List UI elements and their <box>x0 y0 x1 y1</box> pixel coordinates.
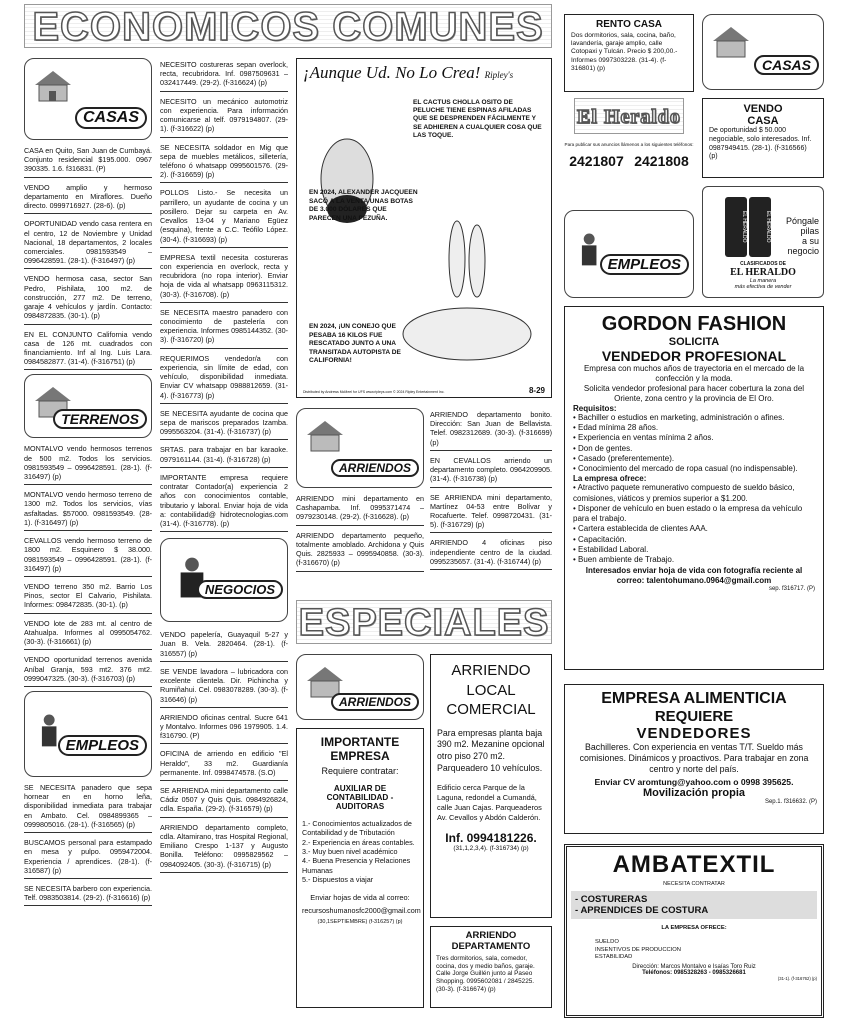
list-item: • Casado (preferentemente). <box>573 453 675 463</box>
heraldo-phone-2: 2421808 <box>634 153 689 169</box>
ambatextil-position-2: - APRENDICES DE COSTURA <box>575 905 709 916</box>
local-title: ARRIENDO LOCAL COMERCIAL <box>446 662 536 718</box>
importante-title: IMPORTANTE <box>320 735 400 749</box>
list-item: 3.- Muy buen nivel académico <box>302 847 398 857</box>
list-item: 1.- Conocimientos actualizados de Contabilidad y de Tributación <box>302 819 412 838</box>
casas-label: CASAS <box>754 55 819 75</box>
alimenticia-title: EMPRESA ALIMENTICIA <box>601 690 787 707</box>
classified-ad: EN EL CONJUNTO California vendo casa de 126 mt. cuadrados con financiamiento. Inf al Ing. Luis Lara. 0984582877. (31-4). (f-316751) (p) <box>24 328 152 371</box>
arriendos-label: ARRIENDOS <box>331 459 419 477</box>
gordon-position: VENDEDOR PROFESIONAL <box>601 348 787 364</box>
arriendos-header <box>296 408 424 488</box>
ambatextil-ad <box>564 844 824 1018</box>
gordon-intro2: Solicita vendedor profesional para hacer cobertura la zona del Oriente, zona centro y la provincia de El Oro. <box>583 384 805 403</box>
battery-icon: EL HERALDO <box>749 197 771 257</box>
ambatextil-positions <box>571 891 817 919</box>
classified-ad: VENDO oportunidad terrenos avenida Aníbal Granja, 593 mt2. 376 mt2. 0999047325. (30-3). (f-316703) (p) <box>24 653 152 687</box>
gordon-req-head: Requisitos: <box>573 404 617 413</box>
rabbit-drawing <box>397 219 547 369</box>
column-4 <box>430 408 552 588</box>
list-item: • Disponer de vehículo en buen estado o la empresa da vehículo para el trabajo. <box>573 503 803 524</box>
list-item: • Estabilidad Laboral. <box>573 544 649 554</box>
importante-ad <box>296 728 424 1008</box>
classified-ad: OFICINA de arriendo en edificio "El Heraldo", 33 m2. Guardianía permanente. Inf. 0998474578. (S.O) <box>160 747 288 781</box>
importante-send: Enviar hojas de vida al correo: <box>310 892 410 902</box>
local-desc: Para empresas planta baja 390 m2. Mezanine opcional otro piso 270 m2. Parqueadero 10 vehículos. <box>437 727 545 774</box>
classified-ad: SRTAS. para trabajar en bar karaoke. 0979161144. (31-4). (f-316728) (p) <box>160 443 288 467</box>
alimenticia-mov: Movilización propia <box>642 786 746 799</box>
column-1 <box>24 58 152 1018</box>
ambatextil-offer-list: SUELDO INSENTIVOS DE PRODUCCION ESTABILIDAD <box>595 939 681 961</box>
classified-ad: SE NECESITA panadero que sepa hornear en en horno leña, disponibilidad inmediata para trabajar en Ambato. Cel. 0984899365 – 0999805016. (28-1). (f-316565) (p) <box>24 781 152 833</box>
casas-label: CASAS <box>75 107 147 129</box>
classified-ad: IMPORTANTE empresa requiere contratar Contador(a) experiencia 2 años con conocimientos contable, tributario y laboral. Enviar hoja de vida a: contabilidad@ hidrotecnologias.com (31-4). (f-316778). (p) <box>160 471 288 532</box>
negocios-header <box>160 538 288 622</box>
heraldo-phone-1: 2421807 <box>569 153 624 169</box>
gordon-fashion-ad <box>564 306 824 670</box>
classified-ad: ARRIENDO departamento completo, cdla. Altamirano, tras Hospital Regional, Emiliano Crespo 1-137 y Augusto Bonilla. Teléfono: 0995829562 – 0984092405. (30-3). (f-316715) (p) <box>160 821 288 873</box>
house-icon <box>709 23 753 61</box>
economicos-banner: ECONOMICOS COMUNES <box>24 4 552 48</box>
rento-title: RENTO CASA <box>596 19 662 30</box>
arriendos-label: ARRIENDOS <box>331 693 419 711</box>
heraldo-phones-ad <box>564 98 694 202</box>
departamento-ad <box>430 926 552 1008</box>
alimenticia-ad <box>564 684 824 834</box>
classified-ad: MONTALVO vendo hermoso terreno de 1300 m2. Todos los servicios, vías asfaltadas. $57000. 0981593549. (28-1). (f-316497) (p) <box>24 488 152 531</box>
importante-list <box>302 819 418 885</box>
gordon-ref: sep. f316717. (P) <box>768 586 815 593</box>
classified-ad: EN CEVALLOS arriendo un departamento completo. 0964209905. (31-4). (f-316738) (p) <box>430 454 552 488</box>
departamento-title: ARRIENDO DEPARTAMENTO <box>451 930 531 952</box>
alimenticia-requiere: REQUIERE <box>654 708 734 725</box>
gordon-solicita: SOLICITA <box>668 336 720 348</box>
alimenticia-ref: Sep.1. f316632. (P) <box>764 798 817 805</box>
classified-ad: POLLOS Listo.- Se necesita un parrillero, un ayudante de cocina y un posillero. Dejar su carpeta en Av. Cevallos 13-04 y Mariano Egüez (esquina), frente a C.C. Teófilo López. (30-4). (f-316693) (p) <box>160 186 288 247</box>
negocios-list <box>160 628 288 873</box>
casas-header <box>24 58 152 140</box>
house-icon <box>31 67 75 105</box>
column-3 <box>296 408 424 588</box>
cartoon-code: 8-29 <box>528 386 545 395</box>
classified-ad: SE ARRIENDA mini departamento, Martínez 04-53 entre Bolívar y Rocafuerte. Telef. 0998720431. (31-5). (f-316729) (p) <box>430 491 552 534</box>
list-item: • Don de gentes. <box>573 443 633 453</box>
classified-ad: VENDO lote de 283 mt. al centro de Atahualpa. Informes al 0995054762. (30-3). (f-316661) (p) <box>24 617 152 651</box>
boots-text: EN 2024, ALEXANDER JACQUEEN SACÓ A LA VENTA UNAS BOTAS DE 3.000 DÓLARES QUE PARECEN UNA PEZUÑA. <box>309 189 418 222</box>
list-item: 2.- Experiencia en áreas contables. <box>302 837 415 847</box>
ambatextil-title: AMBATEXTIL <box>612 851 776 878</box>
list-item: 5.- Dispuestos a viajar <box>302 875 374 885</box>
classified-ad: VENDO papelería, Guayaquil 5-27 y Juan B. Vela. 2820464. (28-1). (f-316557) (p) <box>160 628 288 662</box>
classified-ad: VENDO terreno 350 m2. Barrio Los Pinos, sector El Calvario, Pishilata. Informes: 098472835. (30-1). (p) <box>24 580 152 614</box>
list-item: • Bachiller o estudios en marketing, administración o afines. <box>573 413 785 422</box>
empleos-list <box>24 781 152 906</box>
cartoon-footer: Distributed by Andrews McMeel for UFS www.ripleys.com © 2024 Ripley Entertainment Inc. <box>303 390 445 394</box>
list-item: • Atractivo paquete remunerativo compuesto de sueldo básico, comisiones, viáticos y premios superior a $1.200. <box>573 483 795 503</box>
classified-ad: MONTALVO vendo hermosos terrenos de 500 m2. Todos los servicios. 0981593549 – 0996428591. (28-1). (f-316497) (p) <box>24 442 152 485</box>
ambatextil-address: Dirección: Marcos Montalvo e Isaías Toro Ruiz <box>632 963 756 970</box>
heraldo-logo: El Heraldo <box>574 98 684 134</box>
employment-list <box>160 58 288 532</box>
classified-ad: EMPRESA textil necesita costureras con experiencia en overlock, recta y recubridora (no ropa interior). Enviar hoja de vida al whatsapp 0963115312. (30-3). (f-316708). (p) <box>160 251 288 303</box>
empleos-label: EMPLEOS <box>58 735 147 756</box>
alimenticia-cv: Enviar CV aromtung@yahoo.com o 0998 395625. <box>594 776 794 787</box>
classified-ad: OPORTUNIDAD vendo casa rentera en el centro, 12 de Noviembre y Unidad Nacional, 18 departamentos, 2 locales comerciales. 0981593549 – 0996428591. (28-1). (f-316497) (p) <box>24 217 152 269</box>
importante-email[interactable]: recursoshumanosfc2000@gmail.com <box>302 905 421 915</box>
arriendos-list <box>296 492 424 572</box>
local-ref: (31,1,2,3,4). (f-316734) (p) <box>453 844 529 852</box>
list-item: 4.- Buena Presencia y Relaciones Humanas <box>302 856 411 875</box>
list-item: • Buen ambiente de Trabajo. <box>573 555 675 565</box>
terrenos-header <box>24 374 152 438</box>
rabbit-text: EN 2024, ¡UN CONEJO QUE PESABA 16 KILOS FUE RESCATADO JUNTO A UNA TRANSITADA AUTOPISTA DE CALIFORNIA! <box>309 323 401 365</box>
gordon-intro: Empresa con muchos años de trayectoria en el mercado de la confección y la moda. <box>583 364 805 383</box>
gordon-offer <box>573 483 815 565</box>
battery-icon: EL HERALDO <box>725 197 747 257</box>
empleos-header <box>24 691 152 777</box>
importante-ref: (30,1SEPTIEMBRE) (f-316257) (p) <box>317 918 403 925</box>
arriendos-header-2 <box>296 654 424 720</box>
ambatextil-offer: LA EMPRESA OFRECE: <box>661 925 727 931</box>
classified-ad: CEVALLOS vendo hermoso terreno de 1800 m2. Esquinero $ 38.000. 0981593549 – 0996428591. (28-1). (f-316497) (p) <box>24 534 152 577</box>
column-2 <box>160 58 288 1018</box>
classified-ad: ARRIENDO mini departamento en Cashapamba. Inf. 0995371474 – 0979230148. (29-2). (f-316628). (p) <box>296 492 424 526</box>
cactus-text: EL CACTUS CHOLLA OSITO DE PELUCHE TIENE ESPINAS AFILADAS QUE SE DESPRENDEN FÁCILMENTE Y SE ADHIEREN A CUALQUIER COSA QUE LAS TOQUE. <box>413 99 542 139</box>
classified-ad: SE NECESITA ayudante de cocina que sepa de mariscos preparados Izamba. 0995563204. (31-4). (f-316737) (p) <box>160 407 288 441</box>
casas-list <box>24 144 152 370</box>
ambatextil-ref: (31-1). (f-316762) (p) <box>777 975 817 981</box>
classified-ad: VENDO hermosa casa, sector San Pedro, Pishilata, 100 m2. de construcción, 277 m2. De terreno, garaje 4 vehículos y jardín. Contacto: 0984872835. (30-1). (p) <box>24 272 152 324</box>
terrenos-list <box>24 442 152 687</box>
local-phone: Inf. 0994181226. <box>445 830 537 845</box>
gordon-close: Interesados enviar hoja de vida con fotografía reciente al correo: talentohumano.0964@gmail.com <box>585 566 803 586</box>
classified-ad: NECESITO un mecánico automotriz con experiencia. Para información comunicarse al telf. 0979194807. (29-1). (f-316622) (p) <box>160 95 288 138</box>
empleos-label: EMPLEOS <box>600 254 689 275</box>
classified-ad: SE VENDE lavadora – lubricadora con excelente clientela. Dir. Pichincha y Rumiñahui. Cel. 0983078289. (30-3). (f-316646) (p) <box>160 665 288 708</box>
ripley-cartoon <box>296 58 552 398</box>
classified-ad: ARRIENDO departamento bonito. Dirección: San Juan de Bellavista. Telef. 0982312689. (30-3). (f-316699) (p) <box>430 408 552 451</box>
casas-header-2 <box>702 14 824 90</box>
departamento-desc: Tres dormitorios, sala, comedor, cocina, dos y medio baños, garaje. Calle Jorge Guillén junto al Paseo Shopping. 0995602081 / 2845225. (30-3). (f-316674) (p) <box>436 954 535 994</box>
vendo-casa-ad <box>702 98 824 178</box>
alimenticia-desc: Bachilleres. Con experiencia en ventas T/T. Sueldo más comisiones. Dinámicos y proactivos. Para trabajar en zona centro y norte del país. <box>579 742 809 774</box>
gordon-offer-head: La empresa ofrece: <box>573 474 647 484</box>
especiales-banner: ESPECIALES <box>296 600 552 644</box>
pilas-brand: CLASIFICADOS DE EL HERALDO La manera más efectiva de vender <box>730 261 796 290</box>
local-comercial-ad <box>430 654 552 918</box>
classified-ad: ARRIENDO oficinas central. Sucre 641 y Montalvo. Informes 096 1979905. 1.4. f316790. (P) <box>160 711 288 745</box>
classified-ad: SE ARRIENDA mini departamento calle Cádiz 0507 y Quis Quis. 0984926824, cdla. España. (29-2). (f-316579) (p) <box>160 784 288 818</box>
heraldo-line: Para publicar sus anuncios llámenos a los siguientes teléfonos: <box>564 142 694 147</box>
importante-req: Requiere contratar: <box>321 766 399 776</box>
heraldo-phones <box>564 153 694 169</box>
local-location: Edificio cerca Parque de la Laguna, redondel a Cumandá, calle Juan Cajas. Parqueaderos Av. Cevallos y Abdón Calderón. <box>437 783 542 822</box>
list-item: • Experiencia en ventas mínima 2 años. <box>573 433 714 443</box>
classified-ad: ARRIENDO 4 oficinas piso independiente centro de la ciudad. 0995235657. (31-4). (f-316744) (p) <box>430 536 552 570</box>
rento-casa-ad <box>564 14 694 92</box>
ambatextil-sub: NECESITA CONTRATAR <box>663 881 725 887</box>
list-item: • Conocimiento del mercado de ropa casual (no indispensable). <box>573 464 798 474</box>
house-icon <box>303 417 347 455</box>
arriendos-list-2 <box>430 408 552 570</box>
list-item: • Cartera establecida de clientes AAA. <box>573 524 708 534</box>
pilas-ad <box>702 186 824 298</box>
classified-ad: SE NECESITA soldador en Mig que sepa de muebles metálicos, silletería, teléfono ó whatsapp 0995601576. (29-2). (f-316659) (p) <box>160 141 288 184</box>
classified-ad: VENDO amplio y hermoso departamento en Miraflores. Dueño directo. 0999716927. (28-6). (p) <box>24 181 152 215</box>
ambatextil-position-1: - COSTURERAS <box>575 894 648 905</box>
vendo-subtitle: CASA <box>747 115 779 127</box>
classified-ad: CASA en Quito, San Juan de Cumbayá. Conjunto residencial $195.000. 0967 390335. 1.6. f316831. (P) <box>24 144 152 178</box>
pilas-slogan: Póngale pilas a su negocio <box>785 216 819 256</box>
classified-ad: ARRIENDO departamento pequeño, totalmente amoblado. Archidona y Quis Quis. 2825933 – 0995940858. (30-3). (f-316670) (p) <box>296 529 424 572</box>
gordon-requirements <box>573 413 815 474</box>
list-item: • Edad mínima 28 años. <box>573 423 659 433</box>
cartoon-title: ¡Aunque Ud. No Lo Crea! Ripley's <box>303 63 514 82</box>
vendo-desc: De oportunidad $ 50.000 negociable, solo interesados. Inf. 0987949415. (28-1). (f-316566) (p) <box>709 127 812 161</box>
classified-ad: SE NECESITA barbero con experiencia. Telf. 0983503814. (29-2). (f-316616) (p) <box>24 882 152 906</box>
rento-desc: Dos dormitorios, sala, cocina, baño, lavandería, garaje amplio, calle Cotopaxi y Tulcán. Precio $ 200,00.- Informes 0997303228. (31-4). (f-316801) (p) <box>571 32 678 72</box>
classified-ad: REQUERIMOS vendedor/a con experiencia, sin límite de edad, con vehículo, disponibilidad inmediata. Enviar CV whatsapp 0988812659. (31-4). (f-316773) (p) <box>160 352 288 404</box>
importante-position: AUXILIAR DE CONTABILIDAD - AUDITORAS <box>326 784 394 811</box>
empleos-header-2 <box>564 210 694 298</box>
gordon-title: GORDON FASHION <box>601 313 787 335</box>
vendo-title: VENDO <box>743 103 783 115</box>
classified-ad: NECESITO costureras sepan overlock, recta, recubridora. Inf. 0987509631 – 032417449. (29-2). (f-316624) (p) <box>160 58 288 92</box>
terrenos-label: TERRENOS <box>53 409 147 429</box>
classified-ad: BUSCAMOS personal para estampado en mesa y pulpo. 0959472004. Experiencia / aprendices. (28-1). (f-316587) (p) <box>24 836 152 879</box>
classified-ad: SE NECESITA maestro panadero con conocimiento de pastelería con experiencia. Informes 0985144352. (30-3). (f-316720) (p) <box>160 306 288 349</box>
alimenticia-vendedores: VENDEDORES <box>636 725 752 742</box>
importante-subtitle: EMPRESA <box>330 749 390 763</box>
list-item: • Capacitación. <box>573 534 627 544</box>
negocios-label: NEGOCIOS <box>197 580 283 599</box>
ambatextil-phones: Teléfonos: 0985328263 - 0985326681 <box>642 969 746 976</box>
